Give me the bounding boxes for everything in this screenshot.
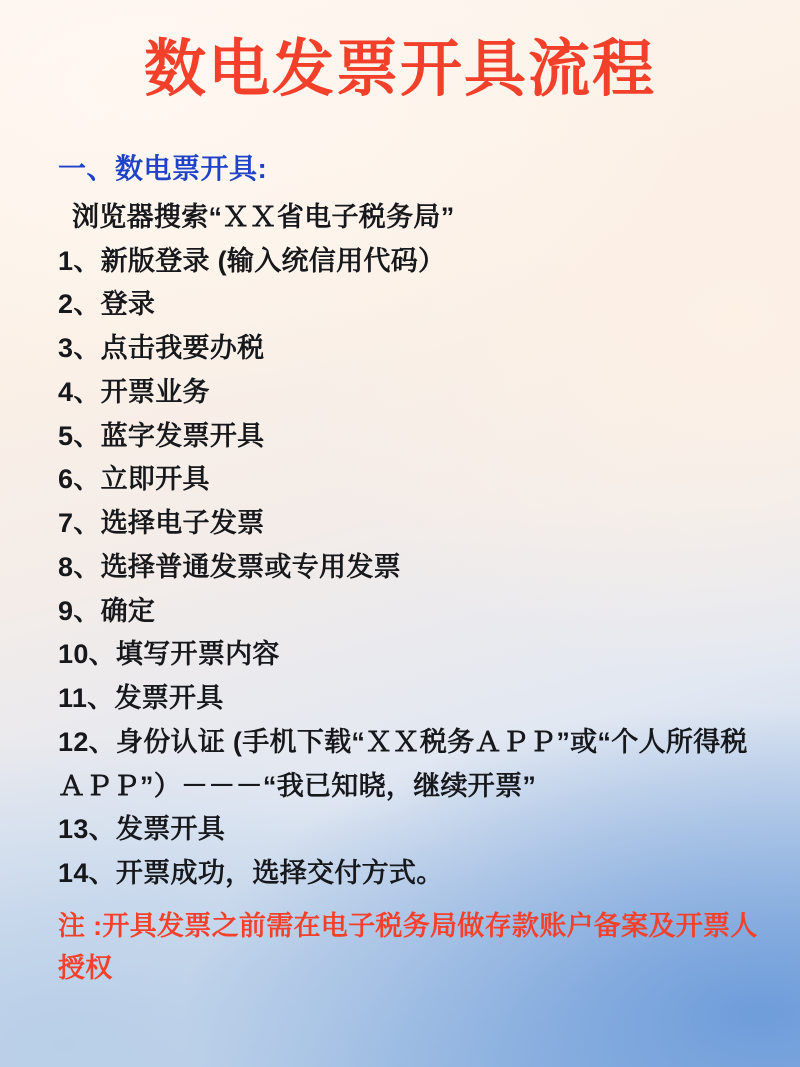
page-title: 数电发票开具流程 [143,32,656,105]
step-line: 8、选择普通发票或专用发票 [58,551,401,582]
step-line: 12、身份认证 (手机下载“ＸＸ税务ＡＰＰ”或“个人所得税ＡＰＰ”）－－－“我已知晓，继续开票” [58,726,748,801]
step-line: 14、开票成功，选择交付方式。 [58,858,444,889]
step-line: 6、立即开具 [58,464,210,495]
step-line: 11、发票开具 [58,683,224,714]
section-heading: 一、数电票开具: [58,153,268,184]
content-body [58,148,758,989]
step-line: 13、发票开具 [58,814,226,845]
intro-line: 浏览器搜索“ＸＸ省电子税务局” [72,202,455,232]
footer-note: 注 :开具发票之前需在电子税务局做存款账户备案及开票人授权 [58,910,758,983]
step-line: 1、新版登录 (输入统信用代码） [58,245,446,276]
step-line: 2、登录 [58,289,156,320]
step-line: 9、确定 [58,595,156,626]
step-line: 10、填写开票内容 [58,639,280,670]
step-line: 4、开票业务 [58,376,210,407]
step-line: 5、蓝字发票开具 [58,420,265,451]
step-line: 7、选择电子发票 [58,508,265,539]
step-line: 3、点击我要办税 [58,333,265,364]
